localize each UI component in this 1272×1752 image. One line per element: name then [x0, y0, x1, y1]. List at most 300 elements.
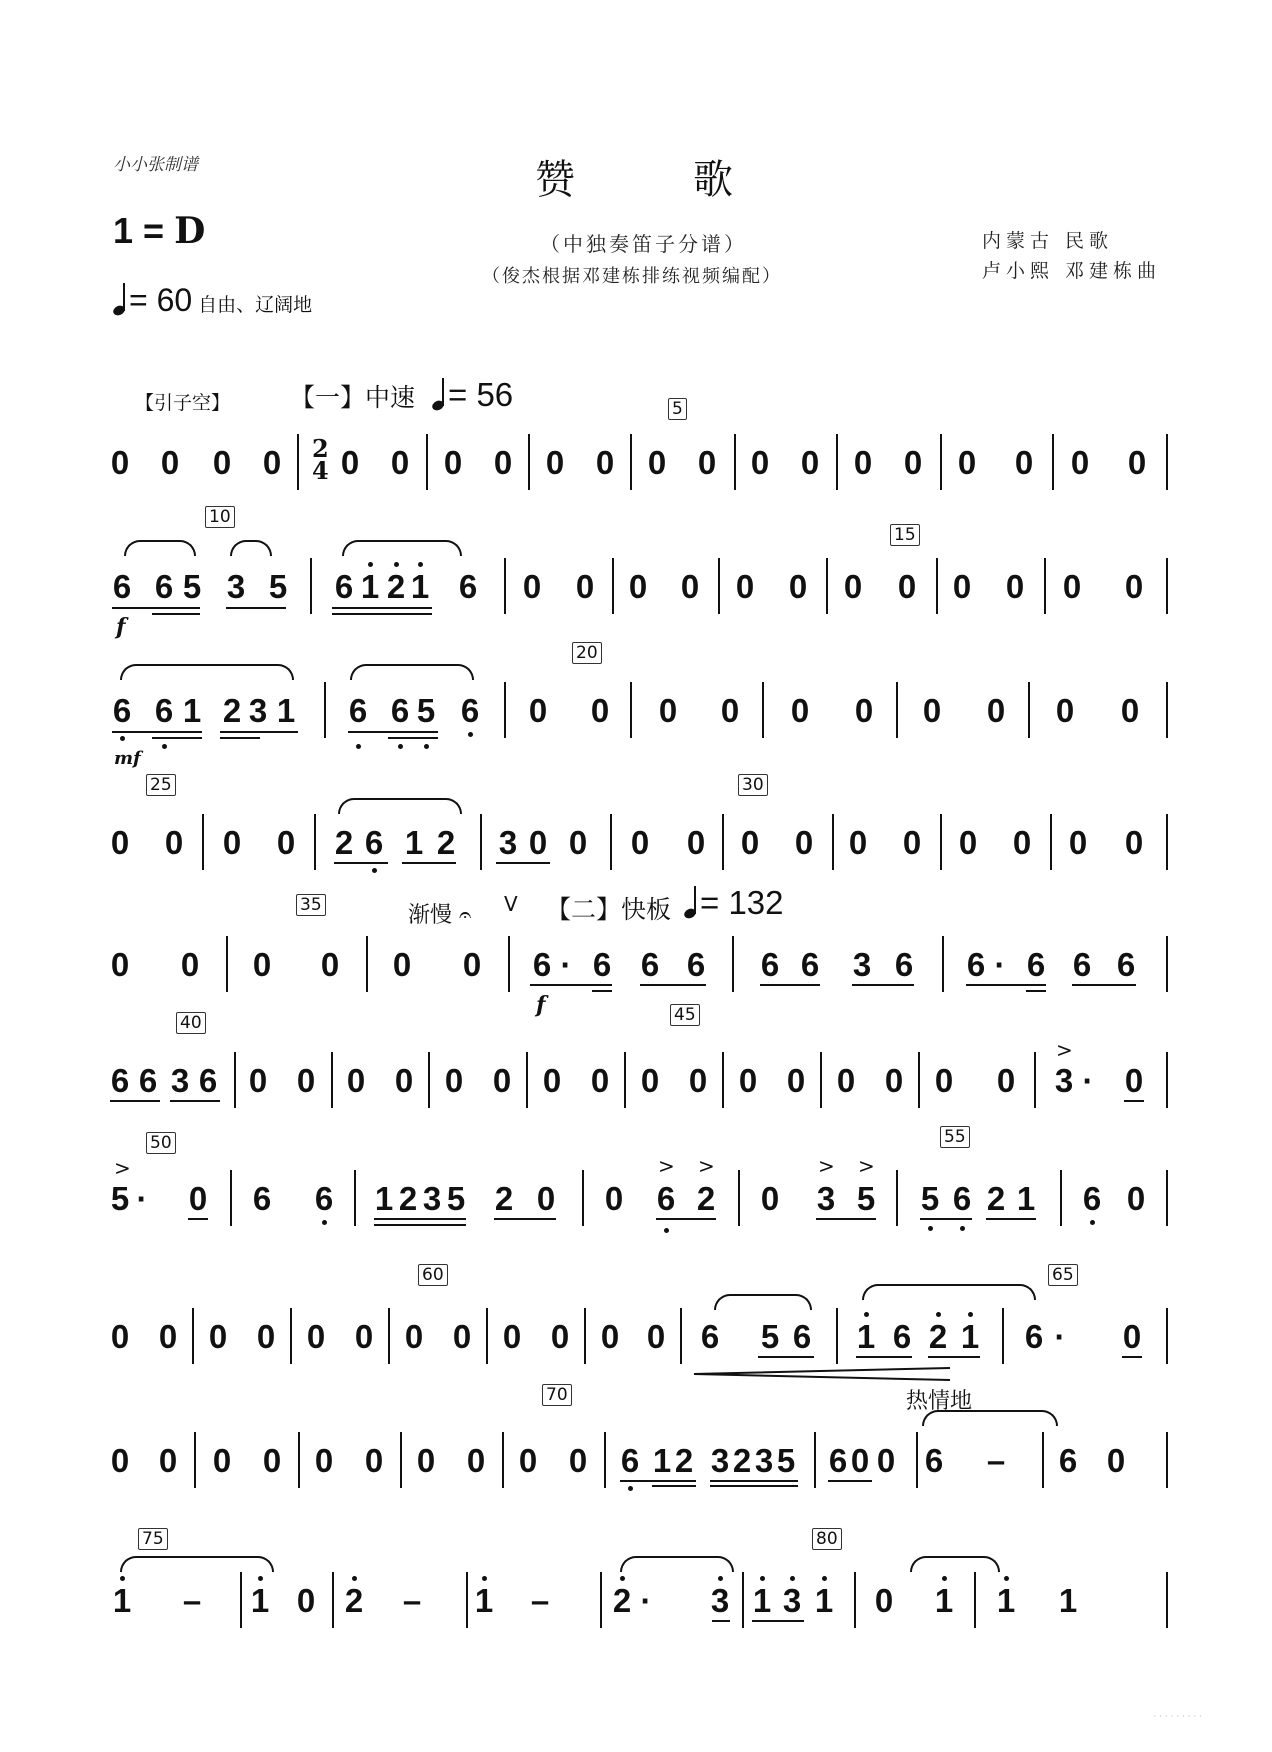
note: 0	[760, 1180, 780, 1217]
underline	[334, 862, 388, 864]
bar-line	[466, 1572, 468, 1628]
bar-line	[630, 434, 632, 490]
note: 1	[652, 1442, 672, 1479]
note: 1	[182, 692, 202, 729]
note: 0	[528, 824, 548, 861]
underline	[928, 1356, 980, 1358]
bar-line	[612, 558, 614, 614]
note: 0	[542, 1062, 562, 1099]
underline	[966, 984, 1046, 986]
low-octave-dot	[356, 744, 361, 749]
bar-line	[974, 1572, 976, 1628]
bar-line	[718, 558, 720, 614]
note: 0	[296, 1062, 316, 1099]
underline	[332, 607, 432, 609]
measure-number: 75	[138, 1528, 168, 1550]
note: 0	[658, 692, 678, 729]
underline	[986, 1218, 1036, 1220]
bar-line	[1034, 1052, 1036, 1108]
note: 3	[226, 568, 246, 605]
bar-line	[528, 434, 530, 490]
credit-composers: 卢小熙 邓建栋曲	[982, 260, 1162, 282]
measure-number: 10	[205, 506, 235, 528]
high-octave-dot	[822, 1576, 827, 1581]
underline	[496, 862, 550, 864]
key-signature	[113, 210, 205, 252]
underline	[1072, 984, 1136, 986]
underline	[110, 1100, 160, 1102]
note: 1	[112, 1582, 132, 1619]
note: 6	[1116, 946, 1136, 983]
underline	[1026, 990, 1046, 992]
quarter-note-icon	[113, 283, 125, 315]
staff-row-7	[110, 1127, 1170, 1232]
key-eq: =	[133, 210, 175, 251]
note: 6	[112, 692, 132, 729]
note: 0	[922, 692, 942, 729]
note: 1	[1016, 1180, 1036, 1217]
note: 0	[735, 568, 755, 605]
note: 6	[686, 946, 706, 983]
bar-line	[1050, 814, 1052, 870]
note: 0	[688, 1062, 708, 1099]
high-octave-dot	[258, 1576, 263, 1581]
underline	[112, 607, 200, 609]
note: 0	[686, 824, 706, 861]
note: 0	[314, 1442, 334, 1479]
section-1-tempo	[432, 376, 513, 414]
bar-line	[1166, 1432, 1168, 1488]
note: 0	[952, 568, 972, 605]
bar-line	[310, 558, 312, 614]
note: 3	[754, 1442, 774, 1479]
note: 0	[443, 444, 463, 481]
slur	[862, 1284, 1036, 1300]
note: 0	[903, 444, 923, 481]
note: 0	[794, 824, 814, 861]
bar-line	[1166, 814, 1168, 870]
bar-line	[1166, 558, 1168, 614]
note: 1	[996, 1582, 1016, 1619]
note: 6	[894, 946, 914, 983]
high-octave-dot	[790, 1576, 795, 1581]
note: 0	[697, 444, 717, 481]
note: 1	[856, 1318, 876, 1355]
low-octave-dot	[1090, 1220, 1095, 1225]
note: 6	[334, 568, 354, 605]
note: 0	[600, 1318, 620, 1355]
note: 2	[928, 1318, 948, 1355]
underline	[712, 1620, 730, 1622]
note: 6	[640, 946, 660, 983]
accent-icon: >	[114, 1156, 131, 1180]
note: 6	[458, 568, 478, 605]
note: 2	[398, 1180, 418, 1217]
note: 0	[630, 824, 650, 861]
bar-line	[504, 558, 506, 614]
section-2-tempo-value: = 132	[700, 884, 784, 921]
note: 0	[854, 692, 874, 729]
measure-number: 20	[572, 642, 602, 664]
note: 0	[604, 1180, 624, 1217]
measure-number: 60	[418, 1264, 448, 1286]
underline	[760, 984, 820, 986]
note: 0	[897, 568, 917, 605]
note: 0	[346, 1062, 366, 1099]
bar-line	[896, 682, 898, 738]
note: 5	[446, 1180, 466, 1217]
bar-line	[854, 1572, 856, 1628]
bar-line	[1166, 1572, 1168, 1628]
note: 5	[268, 568, 288, 605]
subtitle: （中独奏笛子分谱）	[540, 232, 747, 256]
bar-line	[916, 1432, 918, 1488]
slur	[922, 1410, 1058, 1426]
note: 0	[628, 568, 648, 605]
note: 0	[720, 692, 740, 729]
note: 6	[390, 692, 410, 729]
bar-line	[314, 814, 316, 870]
note: 6	[112, 568, 132, 605]
note: 0	[466, 1442, 486, 1479]
underline	[402, 862, 456, 864]
tempo-marking	[113, 282, 312, 319]
note: 0	[1106, 1442, 1126, 1479]
note: 0	[1124, 568, 1144, 605]
staff-row-8	[110, 1265, 1170, 1370]
note: 0	[188, 1180, 208, 1217]
high-octave-dot	[942, 1576, 947, 1581]
accent-icon: >	[858, 1154, 875, 1178]
note: 0	[876, 1442, 896, 1479]
note: 0	[790, 692, 810, 729]
bar-line	[836, 1308, 838, 1364]
bar-line	[1044, 558, 1046, 614]
note: 0	[164, 824, 184, 861]
slur	[714, 1294, 812, 1310]
time-sig-top: 2	[312, 434, 329, 463]
measure-number: 5	[668, 398, 687, 420]
note: 0	[1127, 444, 1147, 481]
underline	[592, 990, 612, 992]
note: 0	[354, 1318, 374, 1355]
note: 5	[776, 1442, 796, 1479]
note: 0	[364, 1442, 384, 1479]
measure-number: 55	[940, 1126, 970, 1148]
accent-icon: >	[1056, 1038, 1073, 1062]
low-octave-dot	[120, 736, 125, 741]
bar-line	[331, 1052, 333, 1108]
note: –	[986, 1442, 1006, 1479]
bar-line	[332, 1572, 334, 1628]
note: 0	[1055, 692, 1075, 729]
page-title	[535, 148, 733, 205]
section-2-tempo	[684, 884, 784, 922]
underline	[152, 737, 202, 739]
bar-line	[832, 814, 834, 870]
bar-line	[820, 1052, 822, 1108]
high-octave-dot	[760, 1576, 765, 1581]
measure-number: 80	[812, 1528, 842, 1550]
bar-line	[732, 936, 734, 992]
bar-line	[297, 434, 299, 490]
fermata-icon: 𝄐	[459, 903, 472, 928]
note: 0	[902, 824, 922, 861]
high-octave-dot	[120, 1576, 125, 1581]
staff-row-3	[110, 643, 1170, 769]
underline	[652, 1485, 696, 1487]
note: 3	[422, 1180, 442, 1217]
note: 1	[814, 1582, 834, 1619]
note: 0	[545, 444, 565, 481]
note: 0	[1120, 692, 1140, 729]
bar-line	[1166, 1308, 1168, 1364]
note: 0	[568, 824, 588, 861]
note: 0	[640, 1062, 660, 1099]
slur	[350, 664, 474, 680]
note: 6	[154, 568, 174, 605]
note: 3	[498, 824, 518, 861]
note: 1	[410, 568, 430, 605]
high-octave-dot	[1004, 1576, 1009, 1581]
note: 6	[800, 946, 820, 983]
slur	[910, 1556, 1000, 1572]
low-octave-dot	[928, 1226, 933, 1231]
bar-line	[1166, 434, 1168, 490]
title-char-1: 赞	[535, 157, 575, 203]
note: 6	[924, 1442, 944, 1479]
high-octave-dot	[936, 1312, 941, 1317]
note: 6	[198, 1062, 218, 1099]
note: 0	[1124, 824, 1144, 861]
note: 0	[452, 1318, 472, 1355]
note: 0	[986, 692, 1006, 729]
bar-line	[936, 558, 938, 614]
low-octave-dot	[628, 1486, 633, 1491]
underline	[1122, 1356, 1142, 1358]
bar-line	[584, 1308, 586, 1364]
bar-line	[762, 682, 764, 738]
note: 0	[404, 1318, 424, 1355]
note: 0	[180, 946, 200, 983]
time-signature	[312, 434, 329, 485]
underline	[348, 731, 438, 733]
note: 0	[394, 1062, 414, 1099]
low-octave-dot	[468, 732, 473, 737]
note: 5	[110, 1180, 130, 1217]
underline	[828, 1480, 872, 1482]
underline	[226, 607, 286, 609]
measure-number: 15	[890, 524, 920, 546]
high-octave-dot	[968, 1312, 973, 1317]
note: 5	[856, 1180, 876, 1217]
arranger-note: （俊杰根据邓建栋排练视频编配）	[482, 266, 782, 287]
time-sig-bottom: 4	[312, 456, 329, 485]
note: 1	[752, 1582, 772, 1619]
bar-line	[918, 1052, 920, 1108]
underline	[856, 1356, 912, 1358]
measure-number: 40	[176, 1012, 206, 1034]
bar-line	[1028, 682, 1030, 738]
note: 2	[344, 1582, 364, 1619]
staff-row-4	[110, 775, 1170, 876]
bar-line	[722, 1052, 724, 1108]
note: 0	[390, 444, 410, 481]
note: 1	[404, 824, 424, 861]
note: 1	[934, 1582, 954, 1619]
underline	[656, 1218, 716, 1220]
bar-line	[192, 1308, 194, 1364]
note: 6	[532, 946, 552, 983]
note: 0	[110, 1442, 130, 1479]
section-1-label: 【一】中速	[290, 383, 416, 412]
note: 0	[518, 1442, 538, 1479]
accent-icon: >	[818, 1154, 835, 1178]
bar-line	[942, 936, 944, 992]
measure-number: 35	[296, 894, 326, 916]
low-octave-dot	[664, 1228, 669, 1233]
note: 0	[680, 568, 700, 605]
underline	[710, 1480, 798, 1482]
bar-line	[226, 936, 228, 992]
note: 0	[212, 444, 232, 481]
note: 0	[208, 1318, 228, 1355]
note: 6	[348, 692, 368, 729]
note: 6	[700, 1318, 720, 1355]
bar-line	[1166, 1052, 1168, 1108]
note: 0	[1126, 1180, 1146, 1217]
note: ·	[994, 946, 1006, 983]
note: 2	[386, 568, 406, 605]
note: 1	[276, 692, 296, 729]
note: 6	[252, 1180, 272, 1217]
note: 0	[528, 692, 548, 729]
note: 0	[595, 444, 615, 481]
measure-number: 25	[146, 774, 176, 796]
note: 1	[250, 1582, 270, 1619]
note: 3	[1054, 1062, 1074, 1099]
note: 0	[850, 1442, 870, 1479]
measure-number: 30	[738, 774, 768, 796]
note: 6	[154, 692, 174, 729]
bar-line	[940, 814, 942, 870]
slur	[230, 540, 272, 556]
bar-line	[600, 1572, 602, 1628]
bar-line	[836, 434, 838, 490]
note: 0	[212, 1442, 232, 1479]
low-octave-dot	[162, 744, 167, 749]
note: 0	[1005, 568, 1025, 605]
slur	[620, 1556, 734, 1572]
underline	[816, 1218, 876, 1220]
note: 0	[590, 1062, 610, 1099]
note: 0	[1070, 444, 1090, 481]
note: 0	[996, 1062, 1016, 1099]
bar-line	[428, 1052, 430, 1108]
bar-line	[366, 936, 368, 992]
low-octave-dot	[424, 744, 429, 749]
score-maker: 小小张制谱	[113, 155, 198, 175]
note: 1	[374, 1180, 394, 1217]
note: 0	[252, 946, 272, 983]
high-octave-dot	[418, 562, 423, 567]
underline	[374, 1218, 466, 1220]
note: 6	[1082, 1180, 1102, 1217]
low-octave-dot	[398, 744, 403, 749]
dynamic-forte: f	[116, 614, 126, 640]
note: 2	[986, 1180, 1006, 1217]
bar-line	[826, 558, 828, 614]
underline	[152, 613, 200, 615]
underline	[188, 1218, 208, 1220]
staff-row-10	[110, 1529, 1170, 1634]
note: 5	[920, 1180, 940, 1217]
high-octave-dot	[864, 1312, 869, 1317]
bar-line	[388, 1308, 390, 1364]
high-octave-dot	[482, 1576, 487, 1581]
bar-line	[240, 1572, 242, 1628]
note: 0	[848, 824, 868, 861]
note: ·	[640, 1582, 652, 1619]
bar-line	[896, 1170, 898, 1226]
note: 0	[110, 444, 130, 481]
note: 2	[612, 1582, 632, 1619]
note: 0	[1122, 1318, 1142, 1355]
underline	[640, 984, 706, 986]
note: 0	[1014, 444, 1034, 481]
note: 5	[416, 692, 436, 729]
note: 0	[158, 1318, 178, 1355]
note: ·	[136, 1180, 148, 1217]
note: 0	[957, 444, 977, 481]
underline	[220, 731, 298, 733]
high-octave-dot	[718, 1576, 723, 1581]
bar-line	[1166, 682, 1168, 738]
bar-line	[610, 814, 612, 870]
note: 6	[966, 946, 986, 983]
accent-icon: >	[658, 1154, 675, 1178]
note: 6	[460, 692, 480, 729]
underline	[374, 1224, 466, 1226]
note: 0	[306, 1318, 326, 1355]
bar-line	[234, 1052, 236, 1108]
accent-icon: >	[698, 1154, 715, 1178]
note: 0	[276, 824, 296, 861]
slur	[124, 540, 196, 556]
note: –	[182, 1582, 202, 1619]
note: –	[530, 1582, 550, 1619]
note: 0	[392, 946, 412, 983]
bar-line	[400, 1432, 402, 1488]
bar-line	[630, 682, 632, 738]
note: 2	[334, 824, 354, 861]
note: 6	[620, 1442, 640, 1479]
note: 0	[836, 1062, 856, 1099]
note: 0	[647, 444, 667, 481]
intro-label: 【引子空】	[135, 392, 231, 414]
note: 0	[590, 692, 610, 729]
bar-line	[324, 682, 326, 738]
tempo-text: 自由、辽阔地	[198, 294, 313, 316]
bar-line	[1042, 1432, 1044, 1488]
bar-line	[940, 434, 942, 490]
note: ·	[1054, 1318, 1066, 1355]
note: 0	[522, 568, 542, 605]
low-octave-dot	[372, 868, 377, 873]
note: 0	[160, 444, 180, 481]
note: 0	[550, 1318, 570, 1355]
note: 0	[492, 1062, 512, 1099]
